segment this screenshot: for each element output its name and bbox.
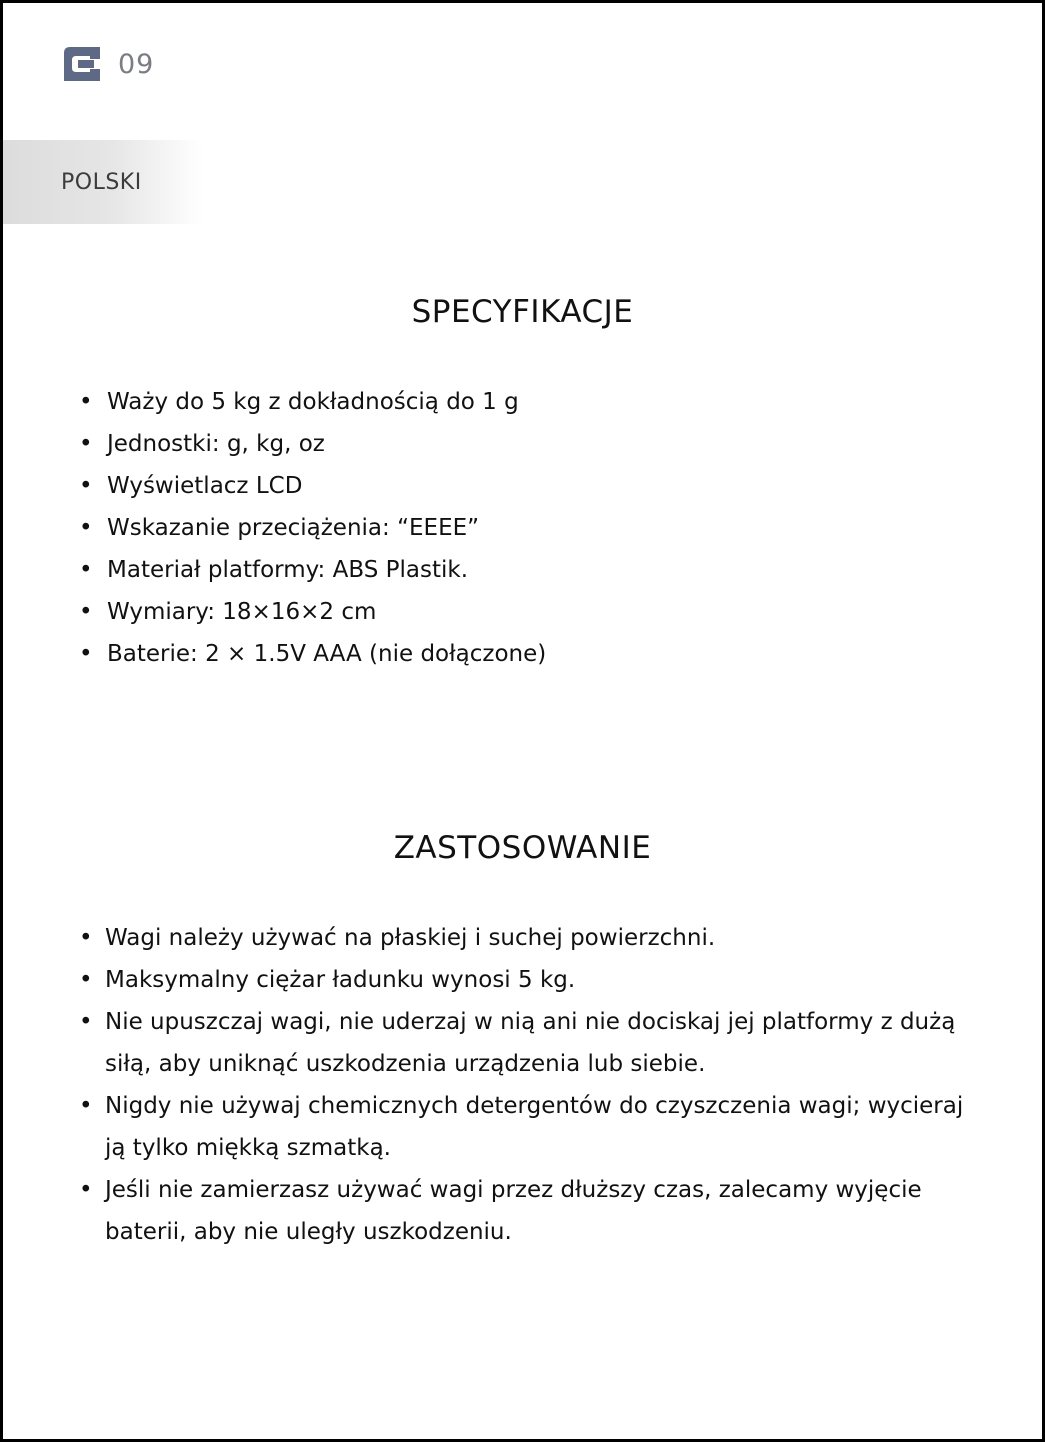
page-header [60,43,154,85]
language-label: POLSKI [61,169,142,195]
spec-item-overload: • Wskazanie przeciążenia: “EEEE” [79,507,546,549]
spec-item-material: • Materiał platformy: ABS Plastik. [79,549,546,591]
usage-list [79,917,979,1253]
usage-title: ZASTOSOWANIE [393,830,652,866]
spec-item-weight: • Waży do 5 kg z dokładnością do 1 g [79,381,546,423]
brand-logo-icon [60,43,104,85]
spec-item-dimensions: • Wymiary: 18×16×2 cm [79,591,546,633]
specifications-list [79,381,546,675]
spec-item-units: • Jednostki: g, kg, oz [79,423,546,465]
usage-item-surface: • Wagi należy używać na płaskiej i suchej powierzchni. [79,917,979,959]
language-tab [3,140,203,224]
usage-item-cleaning: • Nigdy nie używaj chemicznych detergentów do czyszczenia wagi; wycieraj ją tylko miękką szmatką. [79,1085,979,1169]
spec-item-display: • Wyświetlacz LCD [79,465,546,507]
usage-item-max-load: • Maksymalny ciężar ładunku wynosi 5 kg. [79,959,979,1001]
spec-item-batteries: • Baterie: 2 × 1.5V AAA (nie dołączone) [79,633,546,675]
specifications-title: SPECYFIKACJE [411,294,634,330]
page-number: 09 [118,48,155,80]
usage-item-handling: • Nie upuszczaj wagi, nie uderzaj w nią ani nie dociskaj jej platformy z dużą siłą, aby uniknąć uszkodzenia urządzenia lub siebie. [79,1001,979,1085]
usage-item-batteries: • Jeśli nie zamierzasz używać wagi przez dłuższy czas, zalecamy wyjęcie baterii, aby nie uległy uszkodzeniu. [79,1169,979,1253]
